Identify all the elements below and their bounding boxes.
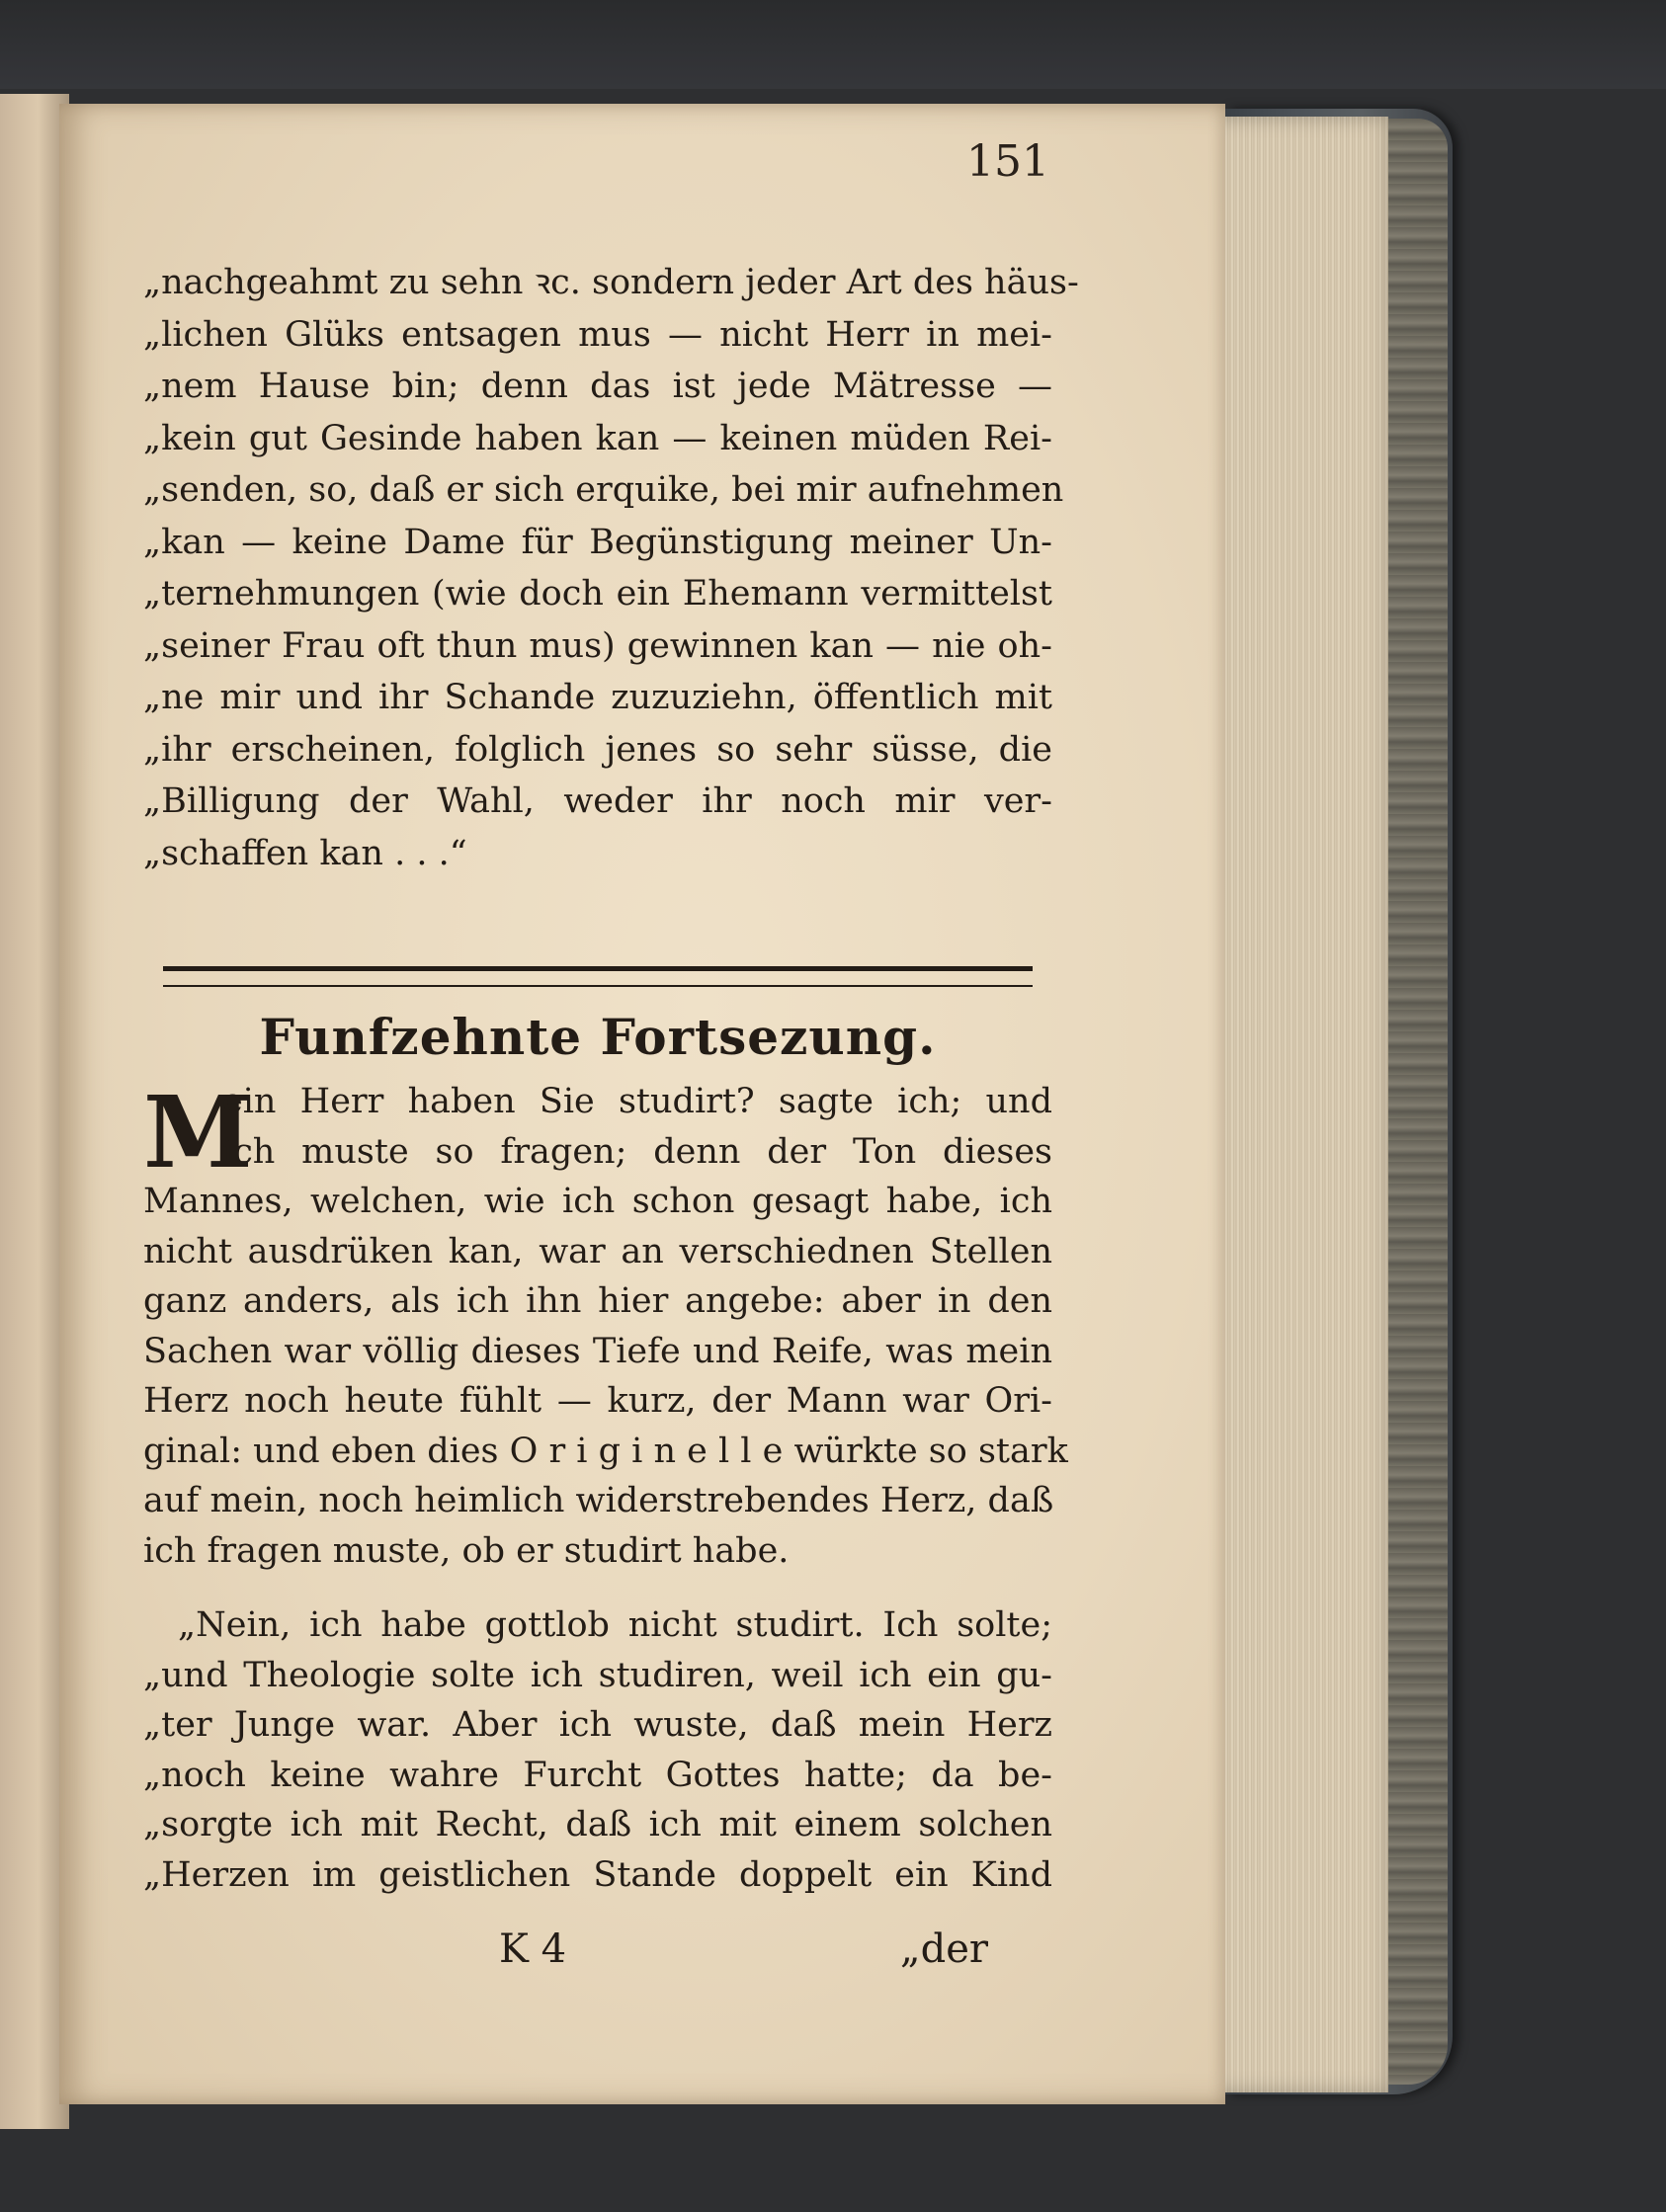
text-line: auf mein, noch heimlich widerstrebendes Herz, daß (143, 1481, 1054, 1520)
text-line: „nachgeahmt zu sehn ꝛc. sondern jeder Art des häus- (143, 263, 1079, 302)
text-line: „nem Hause bin; denn das ist jede Mätresse — (143, 367, 1052, 406)
text-line: „sorgte ich mit Recht, daß ich mit einem solchen (143, 1805, 1052, 1844)
text-line: ganz anders, als ich ihn hier angebe: aber in den (143, 1281, 1052, 1321)
text-line: Sachen war völlig dieses Tiefe und Reife, was mein (143, 1331, 1052, 1371)
chapter-heading: Funfzehnte Fortsezung. (259, 1008, 937, 1066)
drop-cap: M (143, 1074, 253, 1190)
text-line: „noch keine wahre Furcht Gottes hatte; da be- (143, 1755, 1052, 1795)
paragraph-quote (143, 1600, 1052, 1900)
text-line: „kein gut Gesinde haben kan — keinen müden Rei- (143, 418, 1052, 458)
text-line: ginal: und eben dies O r i g i n e l l e würkte so stark (143, 1431, 1068, 1471)
catchword: „der (899, 1926, 988, 1972)
text-line: Mannes, welchen, wie ich schon gesagt habe, ich (143, 1182, 1052, 1221)
text-line: nicht ausdrüken kan, war an verschiednen Stellen (143, 1231, 1052, 1271)
text-line: „lichen Glüks entsagen mus — nicht Herr in mei- (143, 314, 1052, 355)
text-line: „kan — keine Dame für Begünstigung meiner Un- (143, 522, 1052, 562)
text-line: „seiner Frau oft thun mus) gewinnen kan — nie oh- (143, 625, 1052, 666)
paragraph-body (143, 1074, 1068, 1576)
paragraph-continuation (143, 257, 1079, 879)
text-line: „Nein, ich habe gottlob nicht studirt. Ich solte; (178, 1605, 1052, 1645)
signature-mark: K 4 (499, 1926, 567, 1972)
text-line: „senden, so, daß er sich erquike, bei mir aufnehmen (143, 470, 1064, 510)
text-line: „und Theologie solte ich studiren, weil ich ein gu- (143, 1655, 1052, 1695)
section-divider (163, 966, 1033, 987)
text-line: „schaffen kan . . .“ (143, 833, 467, 873)
text-line: ein Herr haben Sie studirt? sagte ich; und (222, 1082, 1052, 1121)
text-line: „Billigung der Wahl, weder ihr noch mir ver- (143, 781, 1052, 821)
cover-spine-edge (1388, 119, 1448, 2085)
background (0, 0, 1666, 89)
page-edges (1210, 117, 1388, 2092)
text-line: „ihr erscheinen, folglich jenes so sehr süsse, die (143, 729, 1052, 770)
page-number: 151 (966, 136, 1049, 187)
text-line: „ternehmungen (wie doch ein Ehemann vermittelst (143, 574, 1052, 614)
text-line: „ter Junge war. Aber ich wuste, daß mein Herz (143, 1705, 1052, 1745)
text-line: „ne mir und ihr Schande zuzuziehn, öffentlich mit (143, 678, 1052, 717)
text-line: Herz noch heute fühlt — kurz, der Mann war Ori- (143, 1381, 1052, 1421)
text-line: ich fragen muste, ob er studirt habe. (143, 1530, 790, 1571)
text-line: ich muste so fragen; denn der Ton dieses (222, 1131, 1052, 1172)
text-line: „Herzen im geistlichen Stande doppelt ein Kind (143, 1854, 1052, 1895)
